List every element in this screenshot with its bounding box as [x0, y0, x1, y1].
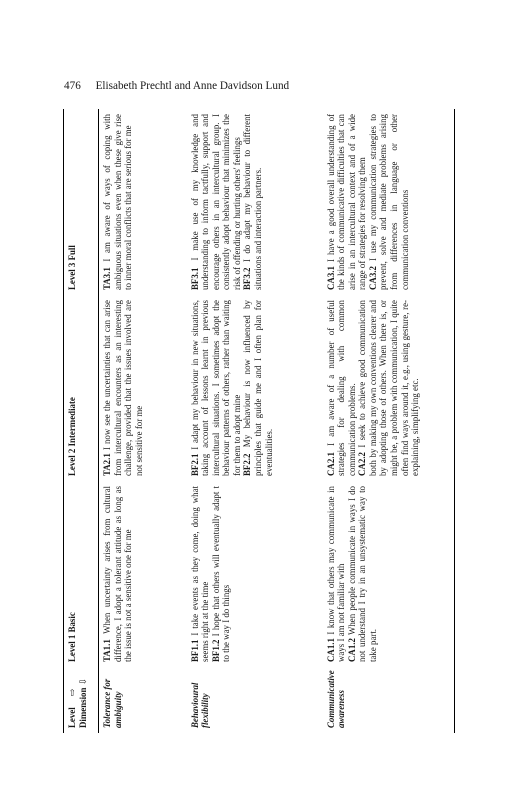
item-entry	[347, 486, 379, 662]
corner-level-label: Level	[67, 707, 77, 728]
dimension-label: Tolerance for ambiguity	[102, 678, 123, 728]
item-code: TA1.1	[102, 639, 112, 662]
item-code: CA1.1	[325, 638, 336, 662]
column-header-level-3: Level 3 Full	[64, 109, 99, 295]
item-text: I do adapt my behaviour to different situations and interaction partners.	[242, 114, 264, 290]
rotated-table-container	[63, 109, 455, 733]
table-row-communicative	[323, 109, 455, 733]
item-text: I take events as they come, doing what seems right at the time	[189, 486, 211, 662]
table-cell	[187, 295, 323, 481]
item-code: CA3.1	[325, 266, 336, 290]
item-text: When uncertainty arises from cultural difference, I adopt a tolerant attitude as long as the issue is not a sensitive one for me	[102, 486, 134, 662]
item-entry	[326, 114, 368, 290]
table-cell	[323, 295, 455, 481]
item-code: CA2.1	[325, 452, 336, 476]
corner-dimension-label: Dimension	[77, 687, 88, 728]
table-cell	[99, 481, 187, 667]
item-text: I have a good overall understanding of the kinds of communicative difficulties that can arise in an intercultural context and of a wide range of strategies for resolving them	[325, 114, 368, 290]
item-code: BF1.2	[210, 639, 221, 662]
item-entry	[357, 300, 421, 476]
item-text: I hope that others will eventually adapt t to the way I do things	[210, 486, 232, 662]
corner-header	[64, 667, 99, 733]
competence-levels-table	[63, 109, 455, 733]
item-code: CA3.2	[367, 266, 378, 290]
item-entry	[242, 114, 263, 290]
table-header-row	[64, 109, 99, 733]
page-number: 476	[64, 80, 81, 92]
item-text: I now see the uncertainties that can arise from intercultural encounters as an interesting challenge, provided that the issues involved are not sensitive for me	[102, 300, 144, 476]
item-text: When people communicate in ways I do not understand I try in an unsystematic way to take part.	[346, 486, 378, 662]
item-entry	[211, 486, 232, 662]
item-entry	[368, 114, 410, 290]
item-text: I seek to achieve good communication both by making my own conventions clearer and by adopting those of others. When there is, or might be, a problem with communication, I quite often find ways around it, e.g., using gesture, re-explaining, simplifying etc.	[357, 300, 421, 476]
column-header-level-1: Level 1 Basic	[64, 481, 99, 667]
item-code: TA2.1	[102, 453, 112, 476]
running-header-authors: Elisabeth Prechtl and Anne Davidson Lund	[95, 80, 290, 92]
item-entry	[242, 300, 274, 476]
item-text: I adapt my behaviour in new situations, taking account of lessons learnt in previous intercultural situations. I sometimes adopt the behaviour patterns of others, rather than waiting for them to adopt mine	[189, 300, 242, 476]
item-entry	[326, 300, 358, 476]
item-text: I am aware of ways of coping with ambiguous situations even when these give rise to inner moral conflicts that are serious for me	[102, 114, 134, 290]
table-cell	[99, 109, 187, 295]
item-entry	[190, 486, 211, 662]
table-row-tolerance	[99, 109, 187, 733]
item-text: My behaviour is now influenced by principles that guide me and I often plan for eventualities.	[242, 300, 274, 476]
item-entry	[190, 300, 243, 476]
column-header-level-2: Level 2 Intermediate	[64, 295, 99, 481]
table-cell	[187, 481, 323, 667]
table-row-behavioural	[187, 109, 323, 733]
table-cell	[99, 295, 187, 481]
item-code: BF2.1	[189, 453, 200, 476]
dimension-label: Communicative awareness	[323, 667, 455, 733]
item-code: TA3.1	[102, 267, 112, 290]
table-cell	[323, 109, 455, 295]
item-text: I know that others may communicate in ways I am not familiar with	[325, 486, 347, 662]
item-entry	[190, 114, 243, 290]
item-text: I am aware of a number of useful strategies for dealing with common communication problems.	[325, 300, 357, 476]
item-entry	[326, 486, 347, 662]
item-code: CA2.2	[357, 452, 368, 476]
dimension-label: Behavioural flexibility	[189, 682, 211, 728]
arrow-right-icon: ⇨	[67, 688, 77, 697]
page-header	[64, 78, 484, 94]
item-text: I make use of my knowledge and understanding to inform tactfully, support and encourage others in an intercultural group. I consistently adopt behaviour that minimizes the risk of offending or hurting others' feelings	[189, 114, 242, 290]
table-cell	[187, 109, 323, 295]
item-code: BF1.1	[189, 639, 200, 662]
item-code: BF2.2	[242, 453, 253, 476]
item-code: CA1.2	[346, 638, 357, 662]
table-cell	[323, 481, 455, 667]
item-code: BF3.2	[242, 267, 253, 290]
item-text: I use my communication strategies to prevent, solve and mediate problems arising from differences in language or other communication conventions	[367, 114, 410, 290]
arrow-down-icon: ⇩	[77, 677, 88, 686]
item-code: BF3.1	[189, 267, 200, 290]
